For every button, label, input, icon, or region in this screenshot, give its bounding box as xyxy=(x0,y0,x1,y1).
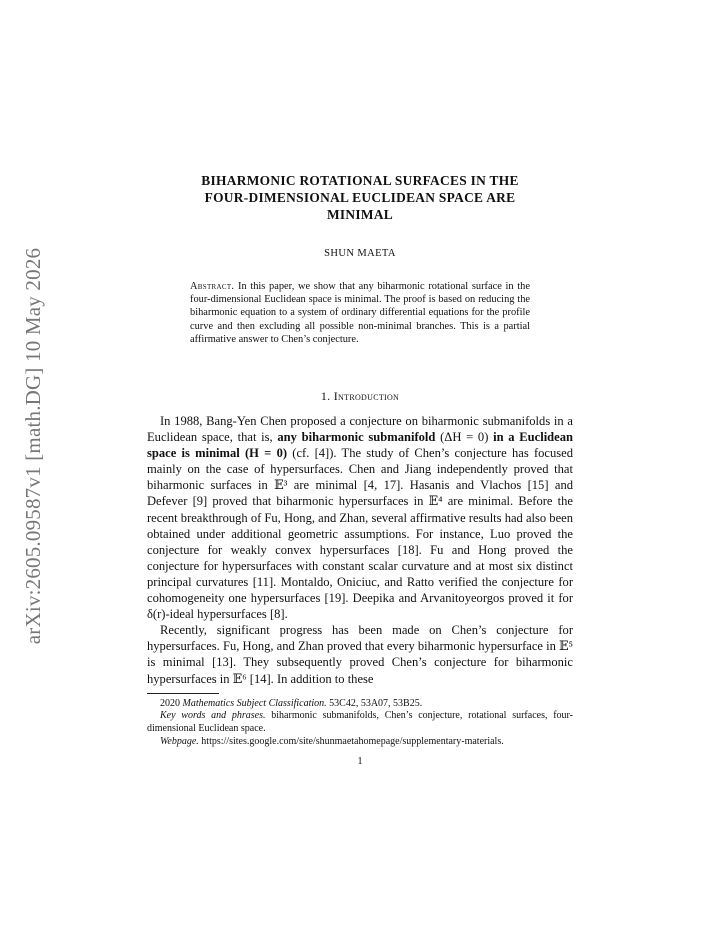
paper-title xyxy=(147,172,573,223)
paragraph-1-bold-b: in a Euclidean space is minimal xyxy=(147,430,573,461)
footnote-webpage xyxy=(147,736,573,749)
footnote-msc-label: Mathematics Subject Classification. xyxy=(182,697,327,709)
section-title: Introduction xyxy=(333,389,400,404)
paragraph-1-bold-c: (H = 0) xyxy=(239,446,293,461)
paragraph-1-text-c: (cf. [4]). The study of Chen’s conjecture has focused mainly on the case of hypersurfaces. Chen and Jiang independently proved that biharmonic surfaces in 𝔼³ are minimal [4, 17]. Hasanis and Vlachos [15] and Defever [9] proved that biharmonic hypersurfaces in 𝔼⁴ are minimal. Before the recent breakthrough of Fu, Hong, and Zhan, several affirmative results had also been obtained under additional geometric assumptions. For instance, Luo proved the conjecture for weakly convex hypersurfaces [18]. Fu and Hong proved the conjecture for hypersurfaces with constant scalar curvature and at most six distinct principal curvatures [11]. Montaldo, Oniciuc, and Ratto verified the conjecture for cohomogeneity one hypersurfaces [19]. Deepika and Arvanitoyeorgos proved it for δ(r)-ideal hypersurfaces [8]. xyxy=(147,446,573,622)
footnote-webpage-label: Webpage. xyxy=(160,736,199,747)
abstract-label: Abstract. xyxy=(190,281,235,292)
introduction-body xyxy=(147,413,573,687)
footnotes xyxy=(147,698,573,749)
footnote-msc-value: 53C42, 53A07, 53B25. xyxy=(326,697,423,709)
abstract-text: In this paper, we show that any biharmonic rotational surface in the four-dimensional Euclidean space is minimal. The proof is based on reducing the biharmonic equation to a system of ordinary differential equations for the profile curve and then excluding all possible non-minimal branches. This is a partial affirmative answer to Chen’s conjecture. xyxy=(190,281,530,345)
paragraph-2: Recently, significant progress has been made on Chen’s conjecture for hypersurfaces. Fu, Hong, and Zhan proved that every biharmonic hypersurface in 𝔼⁵ is minimal [13]. They subsequently proved Chen’s conjecture for biharmonic hypersurfaces in 𝔼⁶ [14]. In addition to these xyxy=(147,623,573,686)
abstract xyxy=(190,280,530,346)
title-line-1: BIHARMONIC ROTATIONAL SURFACES IN THE xyxy=(201,173,519,188)
paper-page xyxy=(147,172,573,767)
title-line-3: MINIMAL xyxy=(326,207,394,222)
paragraph-1-text-b: (ΔH = 0) xyxy=(435,430,494,445)
footnote-msc-year: 2020 xyxy=(160,697,183,709)
title-line-2: FOUR-DIMENSIONAL EUCLIDEAN SPACE ARE xyxy=(204,190,516,205)
footnote-msc xyxy=(147,698,573,711)
footnote-webpage-value: https://sites.google.com/site/shunmaetahomepage/supplementary-materials. xyxy=(198,736,504,747)
paragraph-1-text-a: In 1988, Bang-Yen Chen proposed a conjecture on biharmonic submanifolds in a Euclidean space, that is, xyxy=(147,414,573,445)
paragraph-1 xyxy=(147,413,573,622)
footnote-keywords-label: Key words and phrases. xyxy=(160,710,266,722)
footnote-rule xyxy=(147,693,219,694)
page-number: 1 xyxy=(357,755,363,767)
section-number: 1. xyxy=(320,389,331,404)
footnote-keywords-value: biharmonic submanifolds, Chen’s conjecture, rotational surfaces, four-dimensional Euclidean space. xyxy=(147,710,574,735)
footnote-keywords xyxy=(147,710,573,736)
section-heading xyxy=(147,389,573,404)
author-name: SHUN MAETA xyxy=(324,248,396,259)
arxiv-side-stamp: arXiv:2605.09587v1 [math.DG] 10 May 2026 xyxy=(21,247,45,645)
paragraph-1-bold-a: any biharmonic submanifold xyxy=(277,430,436,445)
